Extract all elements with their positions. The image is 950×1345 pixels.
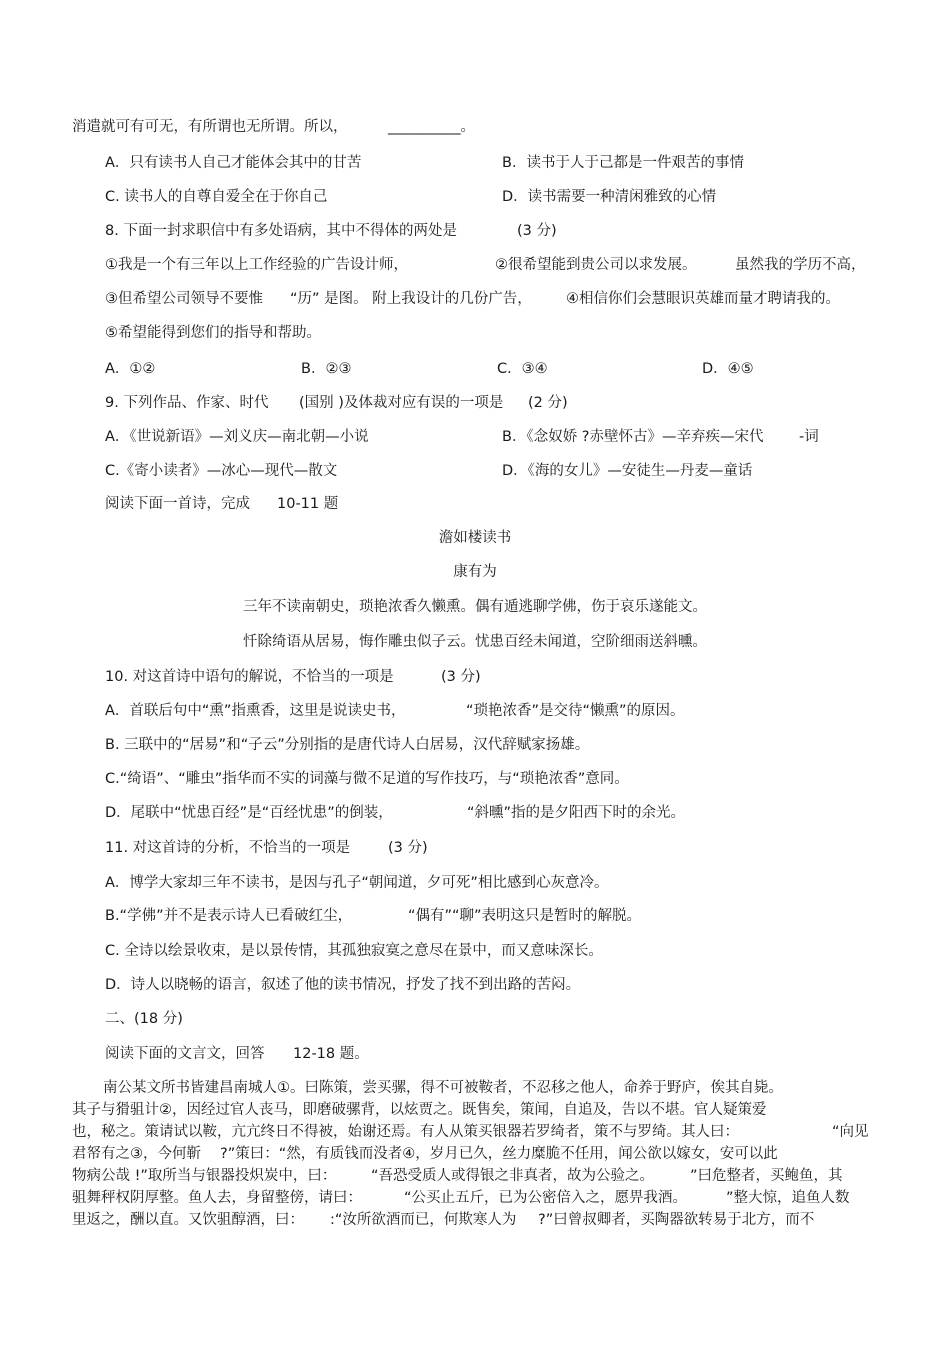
q10-option-d1: D．尾联中“忧患百经”是“百经忧患”的倒装， [105, 805, 393, 821]
poem-title: 澹如楼读书 [438, 530, 512, 546]
poem-author: 康有为 [453, 564, 497, 580]
q11-option-c: C. 全诗以绘景收束，是以景传情，其孤独寂寞之意尽在景中，而又意味深长。 [105, 943, 603, 959]
poem-line-2: 忏除绮语从居易，悔作雕虫似子云。忧患百经未闻道，空阶细雨送斜曛。 [243, 634, 707, 650]
q8-line2a: ③但希望公司领导不要惟 [105, 291, 263, 307]
q10-option-b: B. 三联中的“居易”和“子云”分别指的是唐代诗人白居易，汉代辞赋家扬雄。 [105, 737, 590, 753]
q11-option-a: A．博学大家却三年不读书，是因与孔子“朝闻道，夕可死”相比感到心灰意冷。 [105, 875, 609, 891]
passage-line-7c: ?”曰曾叔卿者，买陶器欲转易于北方，而不 [538, 1212, 815, 1228]
passage-line-3a: 也，秘之。策请试以鞍，亢亢终日不得被，始谢还焉。有人从策买银器若罗绮者，策不与罗绮。其人曰： [72, 1124, 739, 1140]
q8-option-c: C．③④ [497, 361, 548, 377]
passage-line-6a: 驵舞秤权阴厚整。鱼人去，身留整傍，请曰： [72, 1190, 362, 1206]
q8-option-b: B．②③ [301, 361, 352, 377]
q10-stem: 10. 对这首诗中语句的解说，不恰当的一项是 [105, 669, 394, 685]
q8-line1b: ②很希望能到贵公司以求发展。 [495, 257, 697, 273]
q8-line2c: ④相信你们会慧眼识英雄而量才聘请我的。 [566, 291, 840, 307]
q7-option-d: D．读书需要一种清闲雅致的心情 [502, 189, 717, 205]
q11-stem: 11. 对这首诗的分析，不恰当的一项是 [105, 840, 351, 856]
passage-line-3b: “向见 [832, 1124, 869, 1140]
passage-line-5c: ”曰危整者，买鲍鱼，其 [690, 1168, 843, 1184]
q8-option-d: D．④⑤ [702, 361, 754, 377]
q9-score: (2 分) [528, 395, 568, 411]
q9-option-a: A．《世说新语》—刘义庆—南北朝—小说 [105, 429, 369, 445]
q7-option-b: B．读书于人于己都是一件艰苦的事情 [502, 155, 744, 171]
wenyan-intro-a: 阅读下面的文言文，回答 [105, 1046, 265, 1062]
poem-intro-b: 10-11 题 [277, 496, 339, 512]
passage-line-5b: “吾恐受质人或得银之非真者，故为公验之。 [371, 1168, 655, 1184]
q8-line2b: “历” 是图。 附上我设计的几份广告， [290, 291, 532, 307]
passage-line-5a: 物病公哉 !”取所当与银器投炽炭中，曰： [72, 1168, 337, 1184]
passage-line-6b: “公买止五斤，已为公密倍入之，愿畀我酒。 [404, 1190, 688, 1206]
q8-line1a: ①我是一个有三年以上工作经验的广告设计师， [105, 257, 408, 273]
q7-option-c: C. 读书人的自尊自爱全在于你自己 [105, 189, 328, 205]
passage-line-6c: ”整大惊，追鱼人数 [726, 1190, 850, 1206]
q9-stem-b: (国别 )及体裁对应有误的一项是 [299, 395, 504, 411]
q8-option-a: A．①② [105, 361, 156, 377]
q10-score: (3 分) [441, 669, 481, 685]
q10-option-a2: “琐艳浓香”是交待“懒熏”的原因。 [466, 703, 685, 719]
passage-line-7b: :“汝所欲酒而已，何欺寒人为 [330, 1212, 517, 1228]
q10-option-d2: “斜曛”指的是夕阳西下时的余光。 [467, 805, 686, 821]
q7-tail-text: 消遣就可有可无，有所谓也无所谓。所以， [72, 119, 348, 135]
q9-option-d: D．《海的女儿》—安徒生—丹麦—童话 [502, 463, 753, 479]
q11-option-b1: B.“学佛”并不是表示诗人已看破红尘， [105, 908, 353, 924]
poem-intro-a: 阅读下面一首诗，完成 [105, 496, 250, 512]
q9-option-b: B．《念奴娇 ?赤壁怀古》—辛弃疾—宋代 [502, 429, 764, 445]
wenyan-intro-b: 12-18 题。 [293, 1046, 369, 1062]
q10-option-c: C.“绮语”、“雕虫”指华而不实的词藻与微不足道的写作技巧，与“琐艳浓香”意同。 [105, 771, 629, 787]
q8-score: (3 分) [517, 223, 557, 239]
passage-line-1: 南公某文所书皆建昌南城人①。曰陈策，尝买骡，得不可被鞍者，不忍移之他人，命养于野庐，俟其自毙。 [103, 1080, 783, 1096]
q9-stem-a: 9. 下列作品、作家、时代 [105, 395, 269, 411]
passage-line-4b: ?”策曰：“然，有质钱而没者④，岁月已久，丝力糜脆不任用，闻公欲以嫁女，安可以此 [220, 1146, 778, 1162]
q11-score: (3 分) [388, 840, 428, 856]
section-2-heading: 二、(18 分) [105, 1011, 183, 1027]
passage-line-2: 其子与猾驵计②，因经过官人丧马，即磨破骡背，以炫贾之。既售矣，策闻，自追及，告以不堪。官人疑策爱 [72, 1102, 767, 1118]
q8-line1c: 虽然我的学历不高， [735, 257, 866, 273]
q9-option-b-tail: -词 [799, 429, 819, 445]
q9-option-c: C.《寄小读者》—冰心—现代—散文 [105, 463, 338, 479]
passage-line-4a: 君帑有之③，今何靳 [72, 1146, 201, 1162]
q8-stem: 8. 下面一封求职信中有多处语病，其中不得体的两处是 [105, 223, 457, 239]
q11-option-b2: “偶有”“聊”表明这只是暂时的解脱。 [408, 908, 642, 924]
passage-line-7a: 里返之，酬以直。又饮驵醇酒，曰： [72, 1212, 304, 1228]
poem-line-1: 三年不读南朝史，琐艳浓香久懒熏。偶有遁逃聊学佛，伤于哀乐遂能文。 [243, 599, 707, 615]
q10-option-a1: A．首联后句中“熏”指熏香，这里是说读史书， [105, 703, 406, 719]
q8-line3: ⑤希望能得到您们的指导和帮助。 [105, 325, 321, 341]
q11-option-d: D．诗人以晓畅的语言，叙述了他的读书情况，抒发了找不到出路的苦闷。 [105, 977, 581, 993]
q7-option-a: A．只有读书人自己才能体会其中的甘苦 [105, 155, 362, 171]
q7-blank: __________。 [388, 119, 475, 135]
